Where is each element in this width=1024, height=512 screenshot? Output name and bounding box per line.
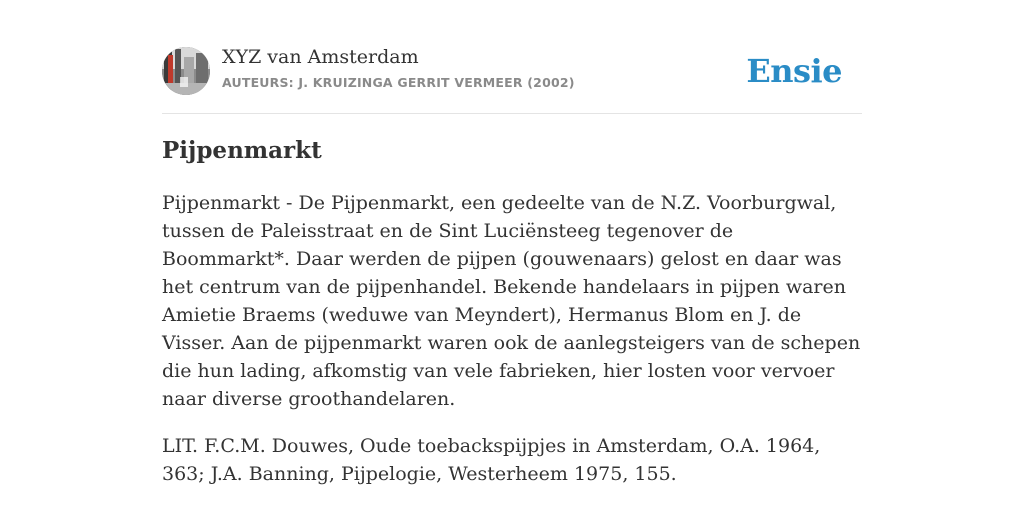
book-title[interactable]: XYZ van Amsterdam: [222, 46, 419, 68]
header-divider: [162, 113, 862, 114]
entry-literature: LIT. F.C.M. Douwes, Oude toebackspijpjes in Amsterdam, O.A. 1964, 363; J.A. Banning, Pijpelogie, Westerheem 1975, 155.: [162, 435, 821, 485]
entry-title: Pijpenmarkt: [162, 137, 322, 164]
book-header: [162, 46, 862, 96]
entry-paragraph: Pijpenmarkt - De Pijpenmarkt, een gedeelte van de N.Z. Voorburgwal, tussen de Paleisstraat en de Sint Luciënsteeg tegenover de Boommarkt*. Daar werden de pijpen (gouwenaars) gelost en daar was het centrum van de pijpenhandel. Bekende handelaars in pijpen waren Amietie Braems (weduwe van Meyndert), Hermanus Blom en J. de Visser. Aan de pijpenmarkt waren ook de aanlegsteigers van de schepen die hun lading, afkomstig van vele fabrieken, hier losten voor vervoer naar diverse groothandelaren.: [162, 192, 861, 410]
entry-body: [162, 189, 862, 507]
ensie-logo[interactable]: Ensie: [746, 52, 842, 90]
street-photo-avatar[interactable]: [162, 47, 210, 95]
authors-line: AUTEURS: J. KRUIZINGA GERRIT VERMEER (2002): [222, 75, 575, 90]
avatar-image: [162, 47, 210, 95]
